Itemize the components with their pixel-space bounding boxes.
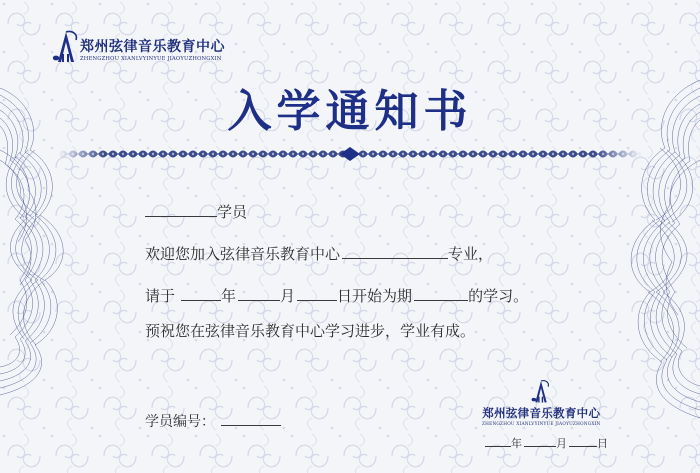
sign-month-blank[interactable] [524, 436, 556, 447]
lace-divider [58, 144, 642, 164]
start-month-blank[interactable] [238, 287, 280, 301]
start-day-blank[interactable] [297, 287, 337, 301]
sign-year-label: 年 [511, 437, 522, 450]
start-year-label: 年 [221, 287, 237, 305]
sign-day-label: 日 [597, 437, 608, 450]
student-name-blank[interactable] [145, 203, 217, 217]
sign-day-blank[interactable] [569, 436, 597, 447]
welcome-line [145, 245, 493, 262]
music-note-piano-logo-icon [531, 378, 551, 404]
welcome-prefix: 欢迎您加入弦律音乐教育中心 [145, 245, 341, 263]
sign-year-blank[interactable] [485, 436, 511, 447]
student-id-blank[interactable] [221, 412, 281, 426]
start-date-line [145, 287, 528, 304]
bottom-logo [482, 378, 601, 427]
left-guilloche-ornament [0, 0, 90, 473]
org-pinyin: ZHENGZHOU XIANLVYINYUE JIAOYUZHONGXIN [80, 56, 222, 62]
org-pinyin: ZHENGZHOU XIANLVYINYUE JIAOYUZHONGXIN [482, 421, 601, 427]
major-blank[interactable] [342, 245, 448, 259]
start-month-label: 月 [280, 287, 296, 305]
wish-line: 预祝您在弦律音乐教育中心学习进步，学业有成。 [145, 322, 476, 340]
org-name: 郑州弦律音乐教育中心 [80, 39, 225, 55]
student-id-label: 学员编号： [145, 414, 215, 430]
music-note-piano-logo-icon [52, 28, 80, 64]
sign-month-label: 月 [556, 437, 567, 450]
duration-blank[interactable] [414, 287, 468, 301]
org-name: 郑州弦律音乐教育中心 [482, 406, 601, 420]
start-year-blank[interactable] [181, 287, 221, 301]
signature-date-line [485, 436, 608, 449]
welcome-suffix: 专业， [448, 245, 494, 263]
student-id-line [145, 412, 281, 429]
top-logo [52, 28, 225, 64]
start-day-label: 日开始为期 [337, 287, 413, 305]
page-title: 入学通知书 [227, 86, 473, 137]
student-label: 学员 [217, 203, 248, 221]
study-suffix: 的学习。 [468, 287, 529, 305]
right-guilloche-ornament [610, 0, 700, 473]
student-name-line [145, 203, 247, 220]
start-prefix: 请于 [145, 287, 176, 305]
